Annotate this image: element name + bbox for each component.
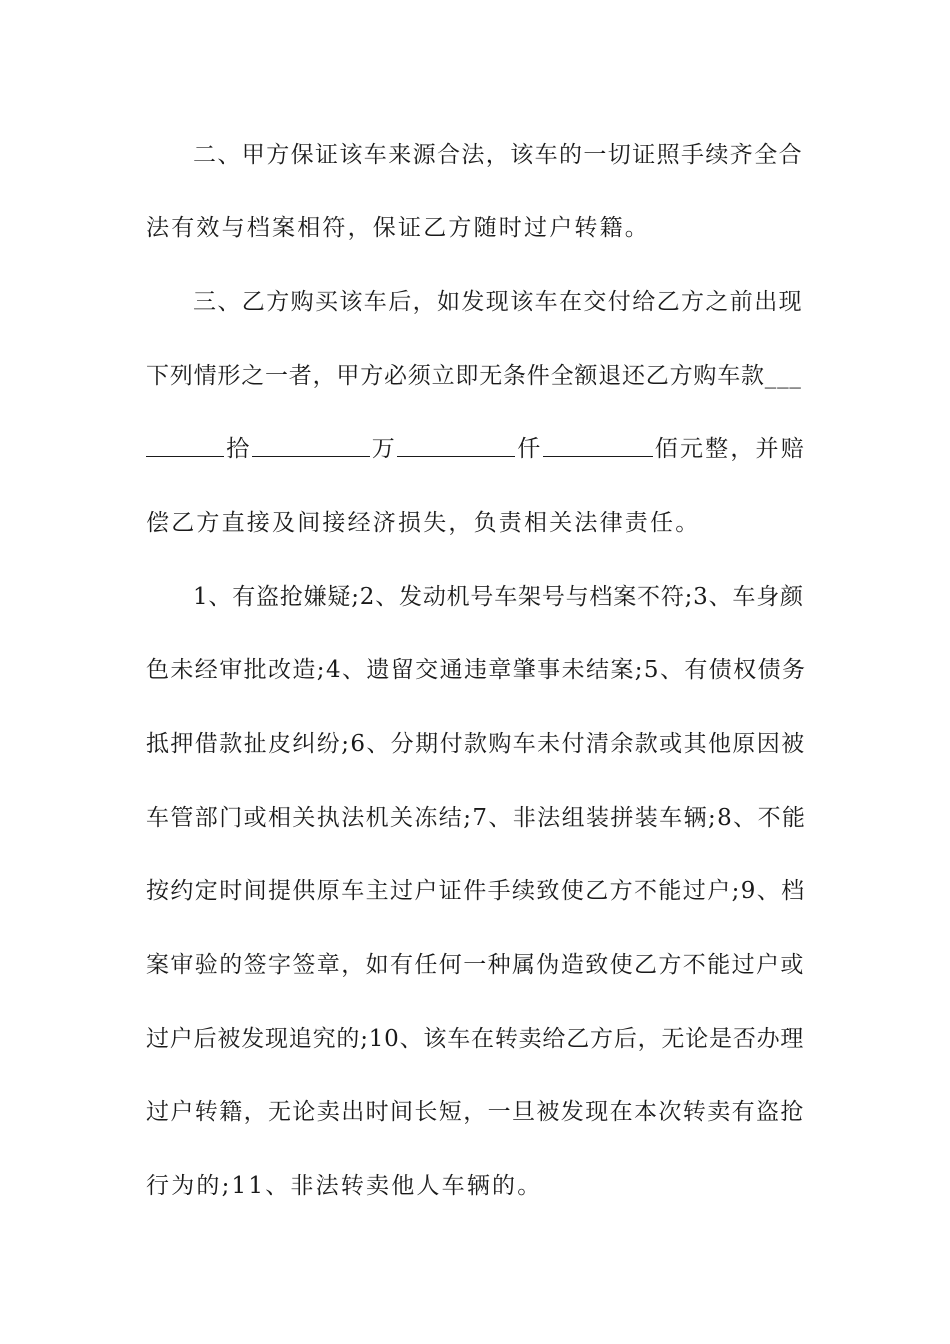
blank-shi[interactable] [146, 434, 224, 457]
amount-line [146, 434, 806, 464]
list-line-5: 按约定时间提供原车主过户证件手续致使乙方不能过户;9、档 [146, 878, 806, 904]
paragraph-2-line-2: 法有效与档案相符，保证乙方随时过户转籍。 [146, 215, 650, 241]
list-line-4: 车管部门或相关执法机关冻结;7、非法组装拼装车辆;8、不能 [146, 805, 807, 831]
list-line-3: 抵押借款扯皮纠纷;6、分期付款购车未付清余款或其他原因被 [146, 731, 806, 757]
paragraph-3-line-2: 下列情形之一者，甲方必须立即无条件全额退还乙方购车款___ [146, 363, 802, 389]
unit-qian: 仟 [517, 436, 541, 462]
blank-wan[interactable] [252, 434, 370, 457]
paragraph-3-line-1: 三、乙方购买该车后，如发现该车在交付给乙方之前出现 [193, 289, 803, 315]
unit-shi: 拾 [226, 436, 250, 462]
blank-bai[interactable] [543, 434, 653, 457]
amount-tail: 佰元整，并赔 [654, 436, 806, 462]
blank-qian[interactable] [397, 434, 515, 457]
paragraph-2-line-1: 二、甲方保证该车来源合法，该车的一切证照手续齐全合 [193, 142, 803, 168]
list-line-1: 1、有盗抢嫌疑;2、发动机号车架号与档案不符;3、车身颜 [193, 584, 804, 610]
unit-wan: 万 [371, 436, 395, 462]
list-line-8: 过户转籍，无论卖出时间长短，一旦被发现在本次转卖有盗抢 [146, 1099, 805, 1125]
list-line-2: 色未经审批改造;4、遗留交通违章肇事未结案;5、有债权债务 [146, 657, 807, 683]
list-line-7: 过户后被发现追究的;10、该车在转卖给乙方后，无论是否办理 [146, 1026, 805, 1052]
list-line-9: 行为的;11、非法转卖他人车辆的。 [146, 1173, 543, 1199]
paragraph-3-line-4: 偿乙方直接及间接经济损失，负责相关法律责任。 [146, 510, 701, 536]
list-line-6: 案审验的签字签章，如有任何一种属伪造致使乙方不能过户或 [146, 952, 805, 978]
